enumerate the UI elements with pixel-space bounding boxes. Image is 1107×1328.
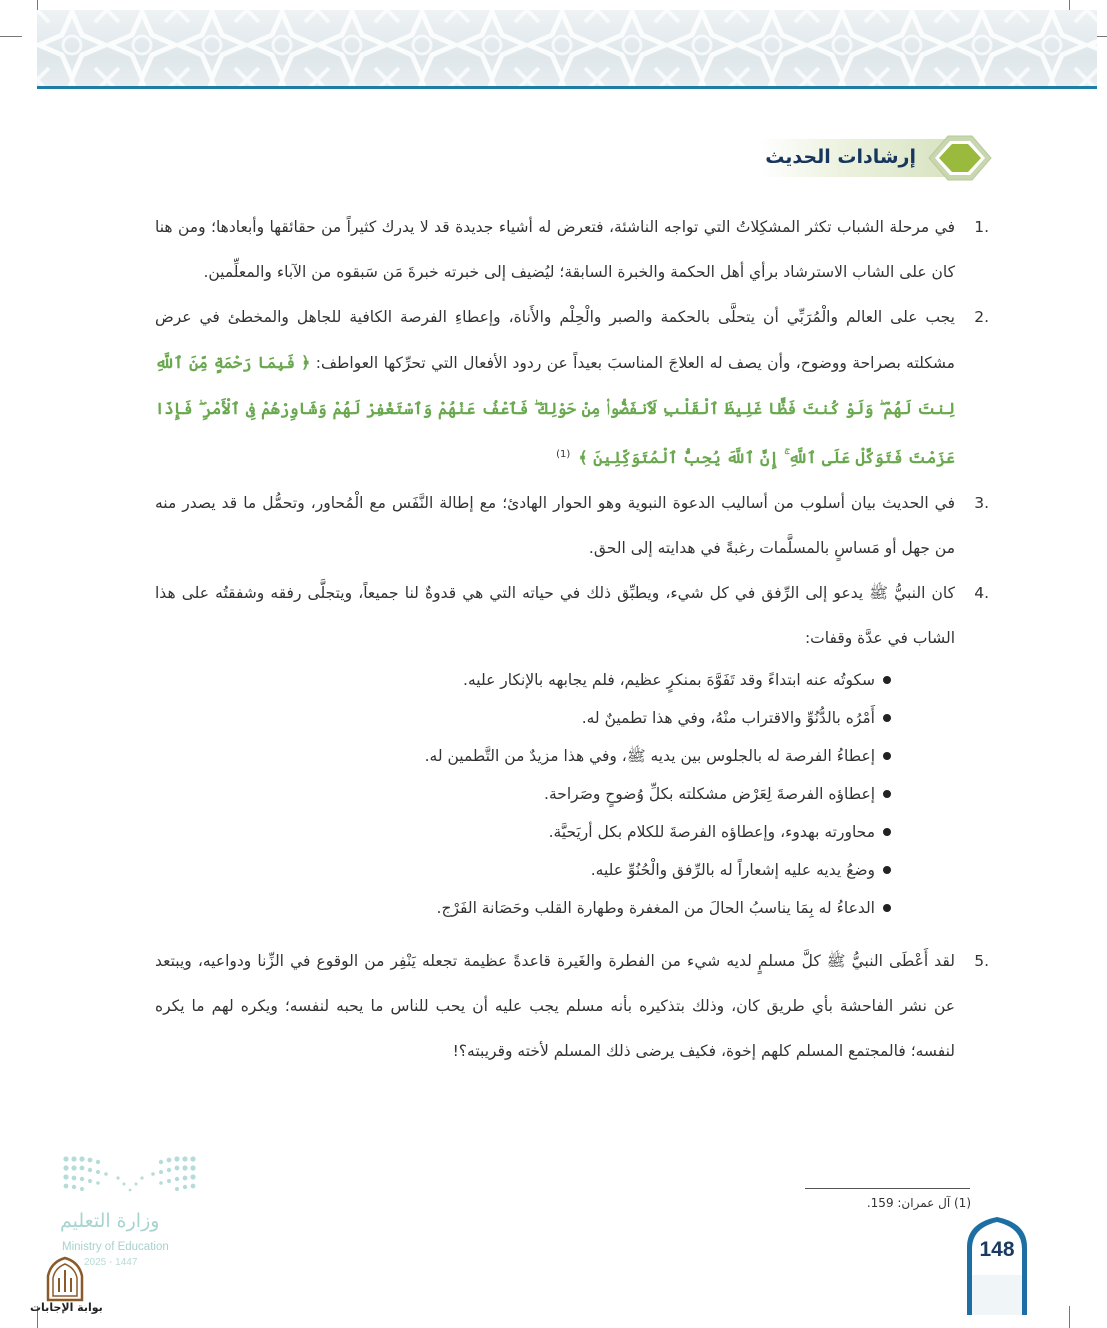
list-item <box>155 295 989 481</box>
header-banner <box>37 10 1097 88</box>
list-item <box>155 939 989 1074</box>
item-text: كان النبيُّ ﷺ يدعو إلى الرِّفق في كل شيء، ويطبِّق ذلك في حياته التي هي قدوةٌ لنا جميعاً، ويتجلَّى رفقه وشفقتُه على هذا الشاب في عدَّة وقفات: <box>155 584 955 648</box>
list-item <box>155 571 989 927</box>
item-number: 4. <box>974 584 989 603</box>
crop-mark <box>0 36 22 37</box>
pattern-graphic <box>37 10 1097 88</box>
footnote-rule <box>805 1188 970 1189</box>
ministry-name-en: Ministry of Education <box>62 1241 169 1253</box>
item-text: في مرحلة الشباب تكثر المشكِلاتُ التي تواجه الناشئة، فتعرض له أشياء جديدة قد لا يدرك كثيراً من حقائقها وأبعادها؛ ومن هنا كان على الشاب الاسترشاد برأي أهل الحكمة والخبرة السابقة؛ ليُضيف إلى خبرته خبرةَ مَن سَبقوه من الآباء والمعلِّمين. <box>155 218 955 281</box>
bullet-item: وضعُ يديه عليه إشعاراً له بالرِّفق والْحُنُوِّ عليه. <box>155 851 875 889</box>
header-rule <box>37 86 1097 89</box>
list-item <box>155 481 989 571</box>
ministry-name-ar: وزارة التعليم <box>60 1210 160 1232</box>
quran-verse: ﴿ فَبِمَا رَحْمَةٍ مِّنَ ٱللَّهِ لِنتَ لَهُمْ ۖ وَلَوْ كُنتَ فَظًّا غَلِيظَ ٱلْقَلْبِ لَٱنفَضُّوا۟ مِنْ حَوْلِكَ ۖ فَٱعْفُ عَنْهُمْ وَٱسْتَغْفِرْ لَهُمْ وَشَاوِرْهُمْ فِى ٱلْأَمْرِ ۖ فَإِذَا عَزَمْتَ فَتَوَكَّلْ عَلَى ٱللَّهِ ۚ إِنَّ ٱللَّهَ يُحِبُّ ٱلْمُتَوَكِّلِينَ ﴾ <box>155 353 956 468</box>
item-number: 5. <box>974 952 989 971</box>
site-name: بوابة الإجابات <box>30 1301 103 1314</box>
bullet-list <box>155 661 955 927</box>
item-number: 2. <box>974 308 989 326</box>
octagon-badge-icon <box>928 135 992 181</box>
item-text: يجب على العالم والْمُرَبِّي أن يتحلَّى بالحكمة والصبر والْحِلْم والأَناة، وإعطاءِ الفرصة الكافية للجاهل والمخطئ في عرض مشكلته بصراحة ووضوح، وأن يصف له العلاجَ المناسبَ بعيداً عن ردود الأفعال التي تحرِّكها العواطف: <box>155 308 955 372</box>
footnote-reference: (1) <box>556 449 571 460</box>
section-header <box>760 135 992 181</box>
item-number: 1. <box>974 218 989 236</box>
item-text: في الحديث بيان أسلوب من أساليب الدعوة النبوية وهو الحوار الهادئ؛ مع إطالة النَّفَس مع الْمُحاور، وتحمُّل ما قد يصدر منه من جهل أو مَساسٍ بالمسلَّمات رغبةً في هدايته إلى الحق. <box>155 494 955 558</box>
page-number-tab <box>965 1215 1029 1315</box>
bullet-item: أَمْرُه بالدُّنُوِّ والاقتراب منْهُ، وفي هذا تطمينٌ له. <box>155 699 875 737</box>
crop-mark <box>1069 1306 1070 1328</box>
bullet-item: إعطاءُ الفرصة له بالجلوس بين يديه ﷺ، وفي هذا مزيدٌ من التَّطمين له. <box>155 737 875 775</box>
item-number: 3. <box>974 494 989 513</box>
ministry-logo-icon <box>62 1154 197 1198</box>
bullet-item: الدعاءُ له بِمَا يناسبُ الحالَ من المغفرة وطهارة القلب وحَصَانة الفَرْج. <box>155 889 875 927</box>
page-number: 148 <box>979 1238 1015 1261</box>
site-logo-icon <box>44 1256 86 1302</box>
bullet-item: إعطاؤه الفرصةَ لِعَرْض مشكلته بكلِّ وُضوحٍ وصَراحة. <box>155 775 875 813</box>
list-item <box>155 205 989 295</box>
item-text-with-quote <box>155 295 955 481</box>
guidance-list <box>155 205 989 1074</box>
bullet-item: سكوتُه عنه ابتداءً وقد تَفَوَّهَ بمنكرٍ عظيم، فلم يجابهه بالإنكار عليه. <box>155 661 875 699</box>
bullet-item: محاورته بهدوء، وإعطاؤه الفرصةَ للكلام بكل أريَحيَّة. <box>155 813 875 851</box>
footnote: (1) آل عمران: 159. <box>866 1196 971 1210</box>
section-title: إرشادات الحديث <box>765 146 916 168</box>
ministry-year: 2025 - 1447 <box>84 1257 138 1268</box>
item-text: لقد أَعْطَى النبيُّ ﷺ كلَّ مسلمٍ لديه شيء من الفطرة والغَيرة قاعدةً عظيمة تجعله يَنْفِر من الوقوع في الزِّنا ودواعيه، ويبتعد عن نشر الفاحشة بأي طريق كان، وذلك بتذكيره بأنه مسلم يجب عليه أن يحب للناس ما يحبه لنفسه؛ ويكره لهم ما يكره لنفسه؛ فالمجتمع المسلم كلهم إخوة، فكيف يرضى ذلك المسلم لأخته وقريبته؟! <box>155 952 955 1061</box>
